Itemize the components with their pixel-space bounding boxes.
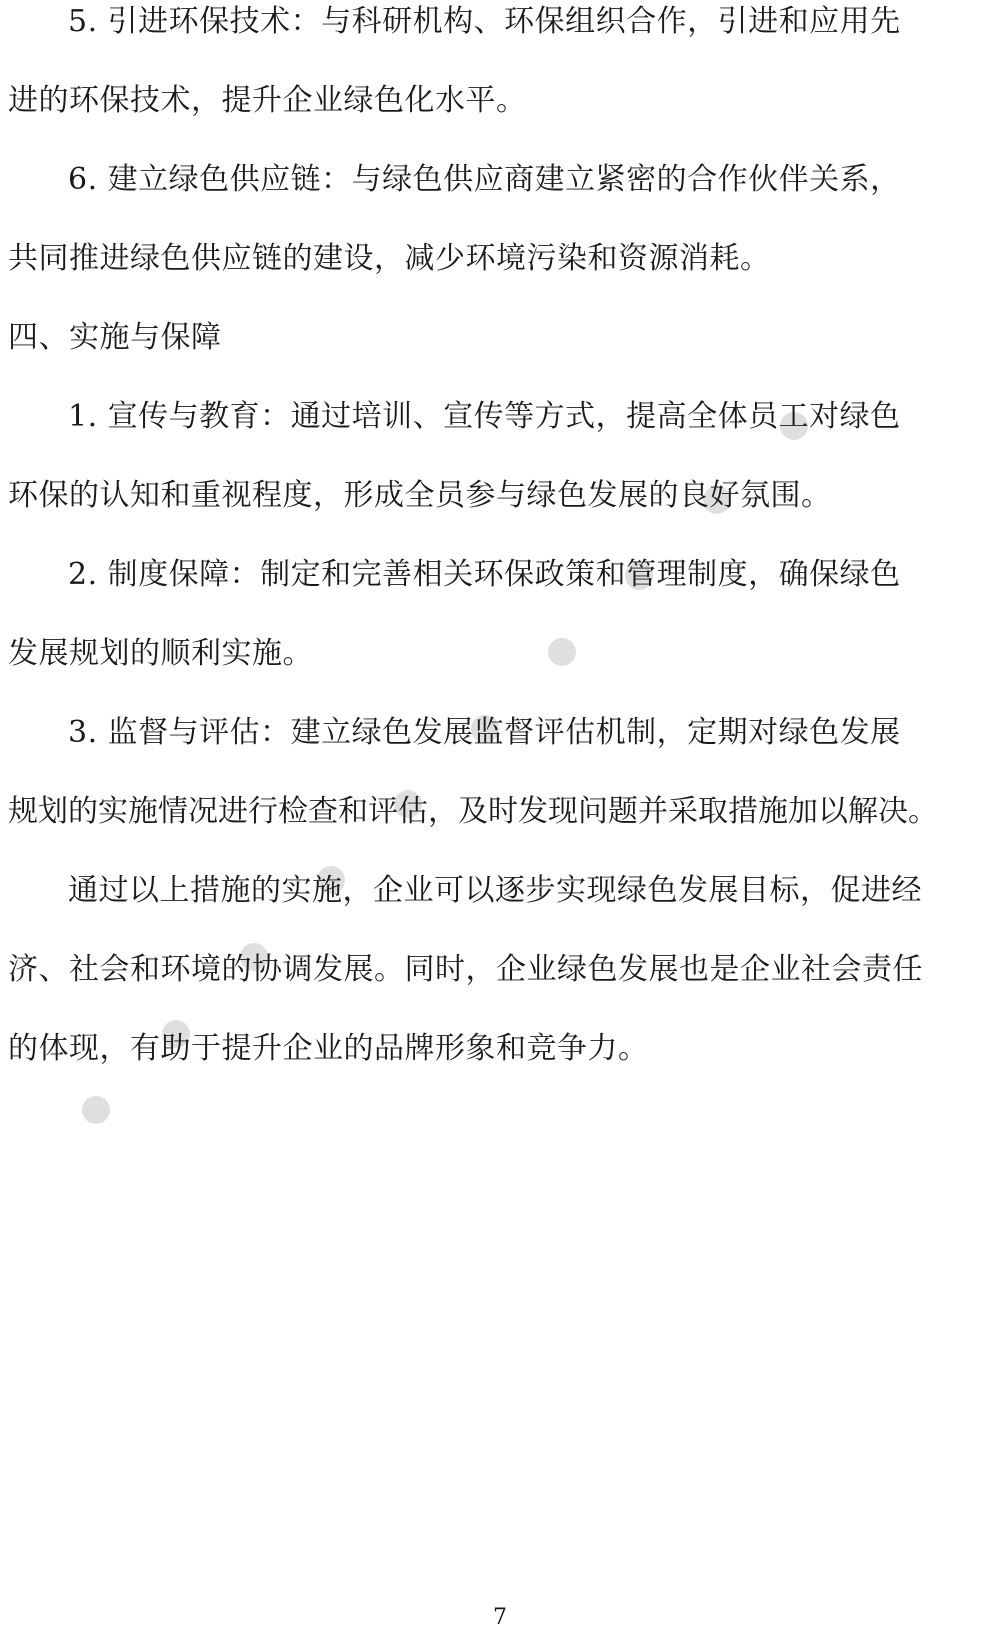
- paragraph-line: 6. 建立绿色供应链：与绿色供应商建立紧密的合作伙伴关系，: [68, 162, 901, 197]
- paragraph-line: 的体现，有助于提升企业的品牌形象和竞争力。: [8, 1031, 649, 1066]
- paragraph-line: 济、社会和环境的协调发展。同时，企业绿色发展也是企业社会责任: [8, 952, 923, 987]
- paragraph-line: 2. 制度保障：制定和完善相关环保政策和管理制度，确保绿色: [68, 557, 901, 592]
- paragraph-line: 共同推进绿色供应链的建设，减少环境污染和资源消耗。: [8, 241, 771, 276]
- paragraph-line: 进的环保技术，提升企业绿色化水平。: [8, 83, 527, 118]
- paragraph-line: 3. 监督与评估：建立绿色发展监督评估机制，定期对绿色发展: [68, 715, 901, 750]
- decorative-dot: [82, 1096, 110, 1124]
- paragraph-line: 发展规划的顺利实施。: [8, 636, 313, 671]
- section-heading: 四、实施与保障: [8, 320, 222, 355]
- paragraph-line: 1. 宣传与教育：通过培训、宣传等方式，提高全体员工对绿色: [68, 399, 901, 434]
- paragraph-line: 通过以上措施的实施，企业可以逐步实现绿色发展目标，促进经: [68, 873, 922, 908]
- page-number: 7: [493, 1605, 507, 1630]
- paragraph-line: 规划的实施情况进行检查和评估，及时发现问题并采取措施加以解决。: [8, 794, 938, 829]
- paragraph-line: 5. 引进环保技术：与科研机构、环保组织合作，引进和应用先: [68, 4, 901, 39]
- paragraph-line: 环保的认知和重视程度，形成全员参与绿色发展的良好氛围。: [8, 478, 832, 513]
